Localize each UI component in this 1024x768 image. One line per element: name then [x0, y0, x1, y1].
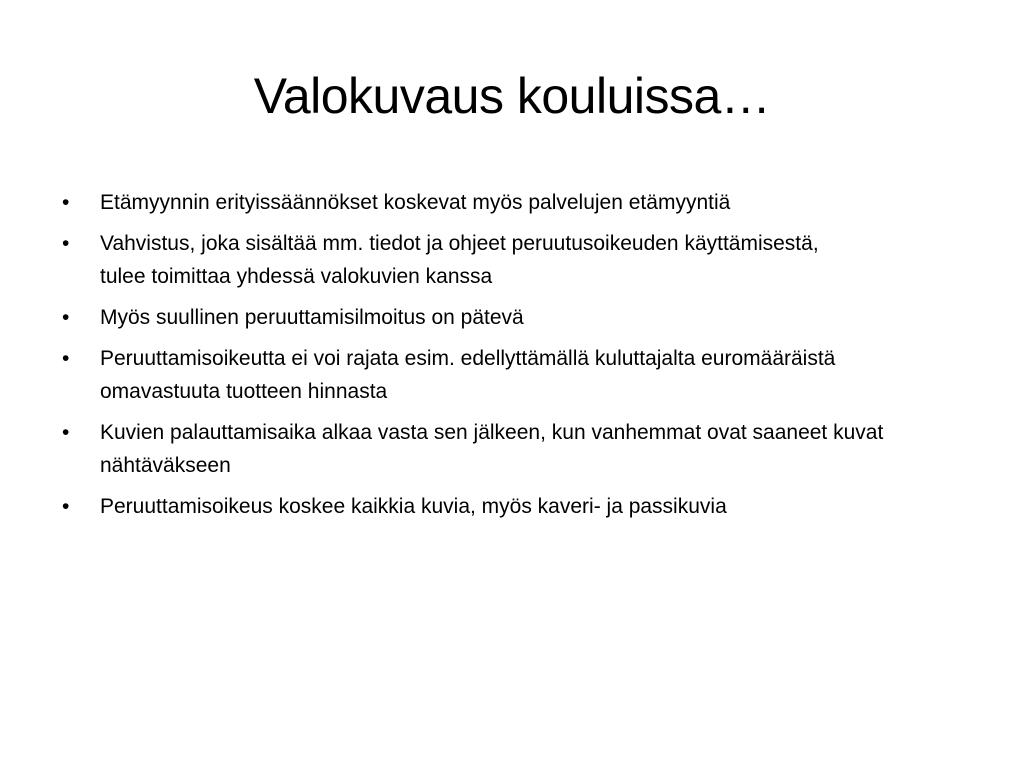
bullet-item: [62, 416, 962, 482]
bullet-item: [62, 227, 962, 293]
bullet-item: [62, 490, 962, 523]
bullet-dot-icon: •: [62, 495, 70, 518]
bullet-dot-icon: •: [62, 347, 70, 370]
bullet-item: [62, 186, 962, 219]
slide-title: Valokuvaus kouluissa…: [253, 68, 771, 124]
bullet-text: Myös suullinen peruuttamisilmoitus on pätevä: [100, 306, 524, 329]
bullet-text: Peruuttamisoikeutta ei voi rajata esim. edellyttämällä kuluttajalta euromääräistä omavastuuta tuotteen hinnasta: [100, 347, 836, 403]
bullet-item: [62, 301, 962, 334]
bullet-text: Vahvistus, joka sisältää mm. tiedot ja ohjeet peruutusoikeuden käyttämisestä, tulee toimittaa yhdessä valokuvien kanssa: [100, 232, 819, 288]
bullet-dot-icon: •: [62, 421, 70, 444]
bullet-list: [62, 186, 962, 531]
bullet-dot-icon: •: [62, 306, 70, 329]
bullet-text: Peruuttamisoikeus koskee kaikkia kuvia, myös kaveri- ja passikuvia: [100, 495, 727, 518]
bullet-dot-icon: •: [62, 232, 70, 255]
bullet-text: Kuvien palauttamisaika alkaa vasta sen jälkeen, kun vanhemmat ovat saaneet kuvat nähtäväkseen: [100, 421, 884, 477]
bullet-item: [62, 342, 962, 408]
bullet-dot-icon: •: [62, 191, 70, 214]
bullet-text: Etämyynnin erityissäännökset koskevat myös palvelujen etämyyntiä: [100, 191, 731, 214]
